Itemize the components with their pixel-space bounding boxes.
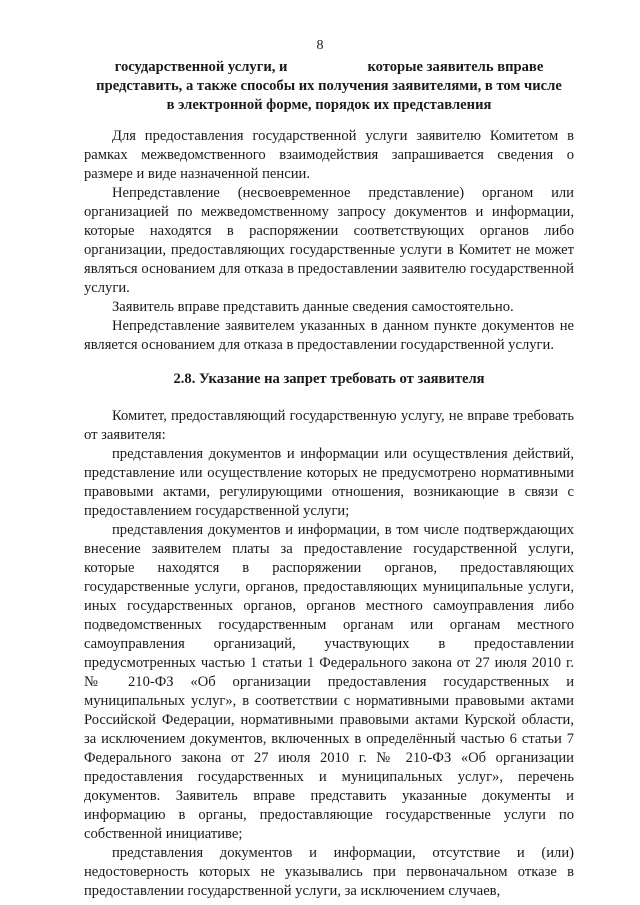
heading-line-1 — [84, 58, 574, 77]
paragraph-prohibition-item-2: представления документов и информации, в том числе подтверждающих внесение заявителем платы за предоставление государственной услуги, которые находятся в распоряжении органов, предоставляющих государственные услуги, органов, предоставляющих муниципальные услуги, иных государственных органов, органов местного самоуправления либо подведомственных государственным органам или органам местного самоуправления организаций, участвующих в предоставлении предусмотренных частью 1 статьи 1 Федерального закона от 27 июля 2010 г. № 210-ФЗ «Об организации предоставления государственных и муниципальных услуг», в соответствии с нормативными правовыми актами Российской Федерации, нормативными правовыми актами Курской области, за исключением документов, включенных в определённый частью 6 статьи 7 Федерального закона от 27 июля 2010 г. № 210-ФЗ «Об организации предоставления государственных и муниципальных услуг», перечень документов. Заявитель вправе представить указанные документы и информацию в органы, предоставляющие государственные услуги по собственной инициативе; — [84, 522, 574, 842]
heading-line-1-part-b: которые заявитель вправе — [367, 59, 544, 75]
heading-line-1-part-a: государственной услуги, и — [114, 59, 288, 75]
top-heading — [84, 58, 574, 115]
paragraph-prohibition-item-3: представления документов и информации, отсутствие и (или) недостоверность которых не указывались при первоначальном отказе в предоставлении государственной услуги, за исключением случаев, — [84, 845, 574, 899]
heading-line-2: представить, а также способы их получения заявителями, в том числе — [96, 78, 562, 94]
section-title: 2.8. Указание на запрет требовать от заявителя — [173, 371, 485, 387]
page-number: 8 — [316, 38, 324, 53]
paragraph-self-submission: Заявитель вправе представить данные сведения самостоятельно. — [112, 299, 514, 315]
text-block-bottom — [84, 407, 574, 901]
paragraph-pension-request: Для предоставления государственной услуги заявителю Комитетом в рамках межведомственного взаимодействия запрашивается сведения о размере и виде назначенной пенсии. — [84, 128, 574, 182]
text-block-top — [84, 127, 574, 355]
heading-line-3: в электронной форме, порядок их представления — [166, 97, 492, 113]
paragraph-prohibition-item-1: представления документов и информации или осуществления действий, представление или осуществление которых не предусмотрено нормативными правовыми актами, регулирующими отношения, возникающие в связи с предоставлением государственной услуги; — [84, 446, 574, 519]
paragraph-non-submission-applicant: Непредставление заявителем указанных в данном пункте документов не является основанием для отказа в предоставлении государственной услуги. — [84, 318, 574, 353]
paragraph-non-submission-agency: Непредставление (несвоевременное представление) органом или организацией по межведомственному запросу документов и информации, которые находятся в распоряжении соответствующих органов либо организации, предоставляющих государственные услуги в Комитет не может являться основанием для отказа в предоставлении заявителю государственной услуги. — [84, 185, 574, 296]
paragraph-committee-prohibition: Комитет, предоставляющий государственную услугу, не вправе требовать от заявителя: — [84, 408, 574, 443]
